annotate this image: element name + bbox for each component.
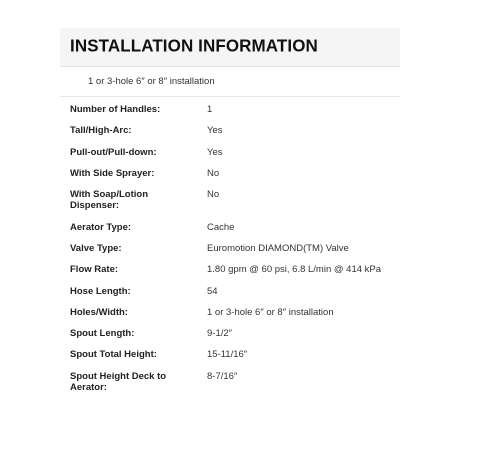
- spec-value: Euromotion DIAMOND(TM) Valve: [207, 243, 349, 254]
- spec-label: Tall/High-Arc:: [70, 125, 132, 136]
- section-header: [60, 28, 400, 67]
- spec-label: Hose Length:: [70, 286, 131, 297]
- spec-value: No: [207, 189, 220, 200]
- spec-value: 1 or 3-hole 6″ or 8″ installation: [207, 307, 334, 318]
- spec-label: Valve Type:: [70, 243, 122, 254]
- section-title: INSTALLATION INFORMATION: [70, 36, 318, 56]
- spec-value: 54: [207, 286, 218, 297]
- spec-label: Spout Total Height:: [70, 349, 157, 360]
- spec-label: Pull-out/Pull-down:: [70, 147, 157, 158]
- spec-value: 9-1/2″: [207, 328, 233, 339]
- spec-label: Flow Rate:: [70, 264, 119, 275]
- spec-label: Spout Length:: [70, 328, 135, 339]
- spec-value: 8-7/16″: [207, 371, 238, 382]
- spec-value: No: [207, 168, 220, 179]
- spec-label: Spout Height Deck to Aerator:: [70, 371, 167, 393]
- spec-value: 1: [207, 104, 213, 115]
- spec-value: Cache: [207, 222, 235, 233]
- spec-label: With Side Sprayer:: [70, 168, 155, 179]
- spec-label: Aerator Type:: [70, 222, 132, 233]
- spec-value: 1.80 gpm @ 60 psi, 6.8 L/min @ 414 kPa: [207, 264, 382, 275]
- spec-value: 15-11/16″: [207, 349, 248, 360]
- installation-note: 1 or 3-hole 6″ or 8″ installation: [88, 76, 215, 87]
- spec-label: With Soap/Lotion Dispenser:: [70, 189, 149, 211]
- spec-label: Number of Handles:: [70, 104, 161, 115]
- divider: [60, 96, 400, 97]
- spec-label: Holes/Width:: [70, 307, 128, 318]
- spec-value: Yes: [207, 125, 223, 136]
- spec-value: Yes: [207, 147, 223, 158]
